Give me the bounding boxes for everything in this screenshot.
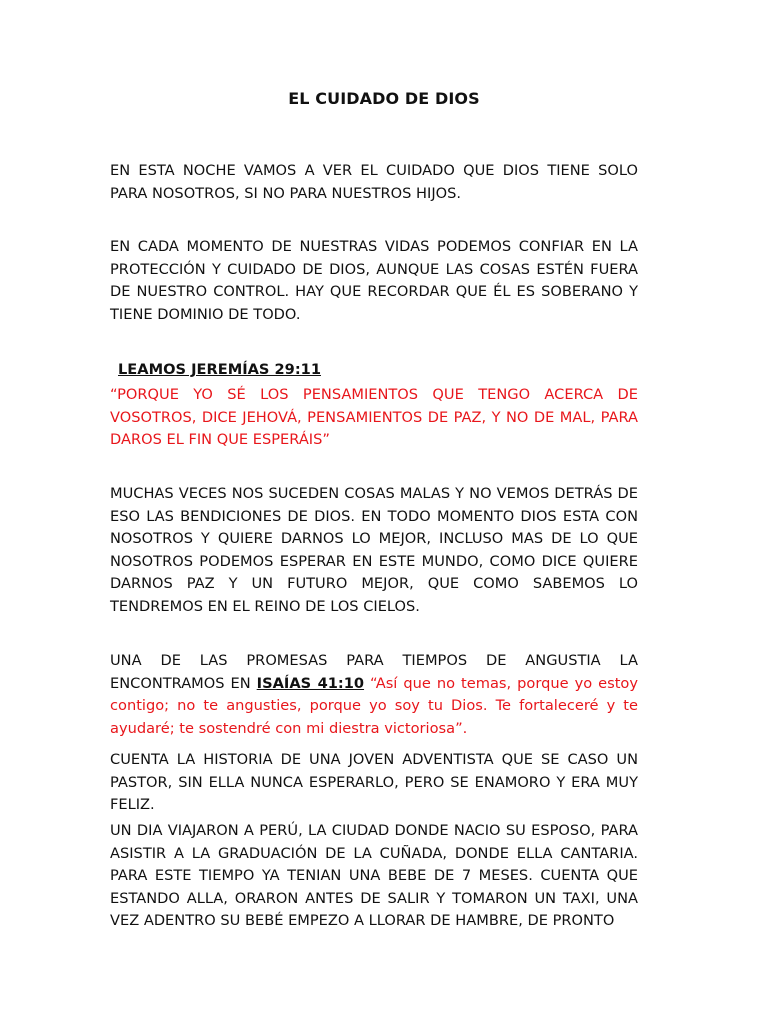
paragraph-trust: EN CADA MOMENTO DE NUESTRAS VIDAS PODEMOS CONFIAR EN LA PROTECCIÓN Y CUIDADO DE DIOS, AUNQUE LAS COSAS ESTÉN FUERA DE NUESTRO CONTROL. HAY QUE RECORDAR QUE ÉL ES SOBERANO Y TIENE DOMINIO DE TODO. (110, 238, 638, 323)
page-title: EL CUIDADO DE DIOS (288, 89, 480, 108)
paragraph-isaias (110, 650, 638, 740)
isaias-reference: ISAÍAS 41:10 (256, 674, 365, 692)
paragraph-blessings: MUCHAS VECES NOS SUCEDEN COSAS MALAS Y NO VEMOS DETRÁS DE ESO LAS BENDICIONES DE DIOS. EN TODO MOMENTO DIOS ESTA CON NOSOTROS Y QUIERE DARNOS LO MEJOR, INCLUSO MAS DE LO QUE NOSOTROS PODEMOS ESPERAR EN ESTE MUNDO, COMO DICE QUIERE DARNOS PAZ Y UN FUTURO MEJOR, QUE COMO SABEMOS LO TENDREMOS EN EL REINO DE LOS CIELOS. (110, 485, 638, 615)
paragraph-intro: EN ESTA NOCHE VAMOS A VER EL CUIDADO QUE DIOS TIENE SOLO PARA NOSOTROS, SI NO PARA NUESTROS HIJOS. (110, 162, 638, 202)
paragraph-story-trip: UN DIA VIAJARON A PERÚ, LA CIUDAD DONDE NACIO SU ESPOSO, PARA ASISTIR A LA GRADUACIÓN DE LA CUÑADA, DONDE ELLA CANTARIA. PARA ESTE TIEMPO YA TENIAN UNA BEBE DE 7 MESES. CUENTA QUE ESTANDO ALLA, ORARON ANTES DE SALIR Y TOMARON UN TAXI, UNA VEZ ADENTRO SU BEBÉ EMPEZO A LLORAR DE HAMBRE, DE PRONTO (110, 822, 638, 930)
section-heading-jeremias: LEAMOS JEREMÍAS 29:11 (118, 361, 321, 378)
quote-jeremias: “PORQUE YO SÉ LOS PENSAMIENTOS QUE TENGO ACERCA DE VOSOTROS, DICE JEHOVÁ, PENSAMIENTOS DE PAZ, Y NO DE MAL, PARA DAROS EL FIN QUE ESPERÁIS” (110, 386, 638, 449)
isaias-quote: “Así que no temas, porque yo estoy contigo; no te angusties, porque yo soy tu Dios. Te fortaleceré y te ayudaré; te sostendré con mi diestra victoriosa”. (110, 674, 638, 737)
isaias-intro: UNA DE LAS PROMESAS PARA TIEMPOS DE ANGUSTIA LA ENCONTRAMOS EN (110, 652, 638, 692)
paragraph-story-intro: CUENTA LA HISTORIA DE UNA JOVEN ADVENTISTA QUE SE CASO UN PASTOR, SIN ELLA NUNCA ESPERARLO, PERO SE ENAMORO Y ERA MUY FELIZ. (110, 751, 638, 814)
